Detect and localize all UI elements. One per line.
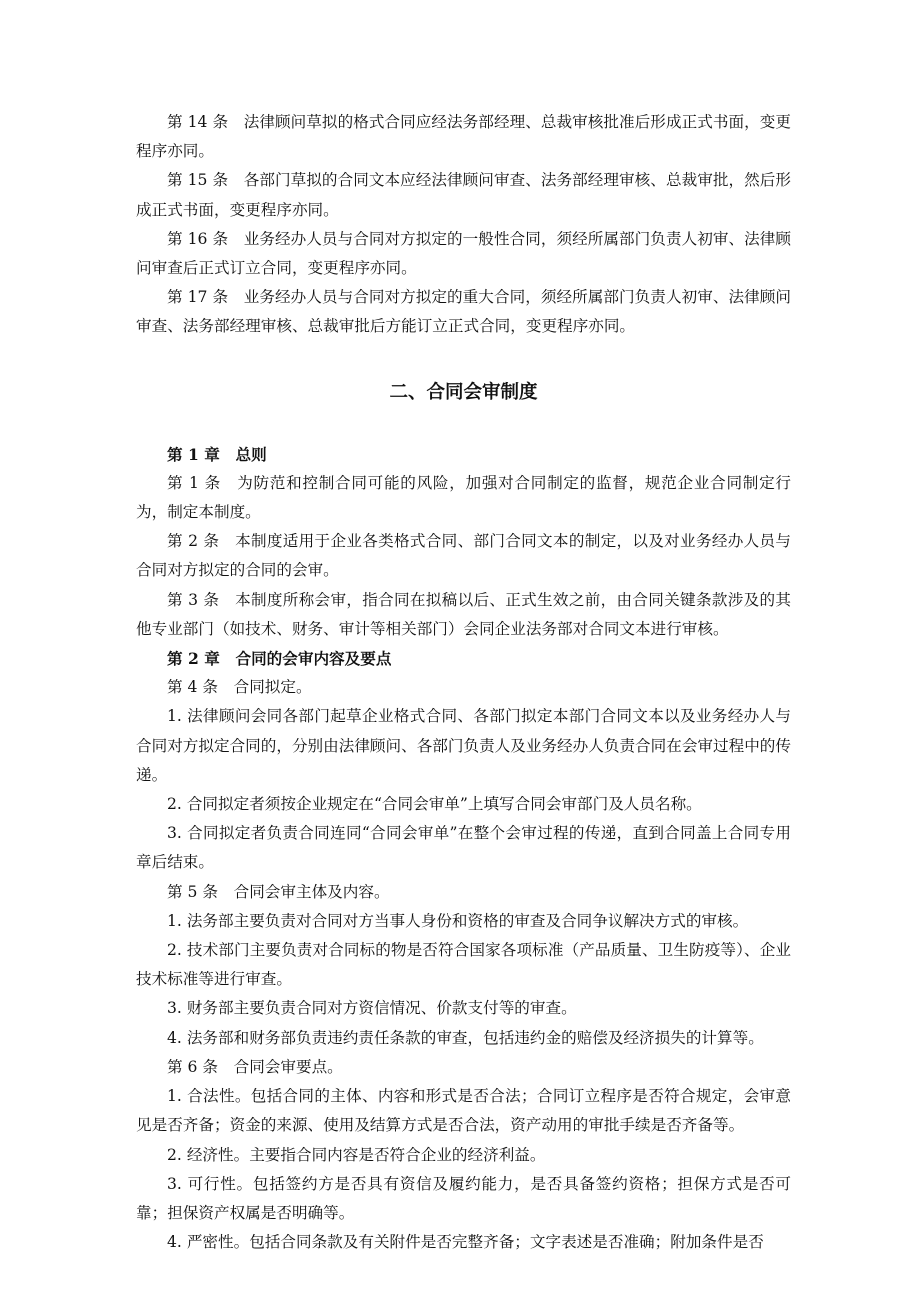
article-5-item-1: 1. 法务部主要负责对合同对方当事人身份和资格的审查及合同争议解决方式的审核。	[167, 911, 749, 930]
article-6-item-4: 4. 严密性。包括合同条款及有关附件是否完整齐备；文字表述是否准确；附加条件是否	[167, 1233, 764, 1252]
chapter1-article-1: 第 1 条 为防范和控制合同可能的风险，加强对合同制定的监督，规范企业合同制定行为，制定本制度。	[136, 473, 791, 522]
chapter1-article-3: 第 3 条 本制度所称会审，指合同在拟稿以后、正式生效之前，由合同关键条款涉及的其他专业部门（如技术、财务、审计等相关部门）会同企业法务部对合同文本进行审核。	[136, 590, 791, 638]
article-4-title: 第 4 条 合同拟定。	[167, 678, 312, 697]
article-16: 第 16 条 业务经办人员与合同对方拟定的一般性合同，须经所属部门负责人初审、法律顾问审查后正式订立合同，变更程序亦同。	[136, 229, 791, 278]
document-body	[136, 108, 791, 1257]
article-15: 第 15 条 各部门草拟的合同文本应经法律顾问审查、法务部经理审核、总裁审批，然后形成正式书面，变更程序亦同。	[136, 171, 791, 219]
article-6-item-2: 2. 经济性。主要指合同内容是否符合企业的经济利益。	[167, 1145, 546, 1164]
chapter-2-title: 第 2 章 合同的会审内容及要点	[167, 649, 392, 669]
article-5-title: 第 5 条 合同会审主体及内容。	[167, 882, 390, 901]
article-6-title: 第 6 条 合同会审要点。	[167, 1057, 343, 1076]
spacer	[136, 407, 791, 440]
spacer	[136, 342, 791, 378]
section-title: 二、合同会审制度	[389, 381, 538, 403]
article-5-item-3: 3. 财务部主要负责合同对方资信情况、价款支付等的审查。	[167, 999, 577, 1018]
article-4-item-3: 3. 合同拟定者负责合同连同“合同会审单”在整个会审过程的传递，直到合同盖上合同专用章后结束。	[136, 824, 791, 872]
article-5-item-2: 2. 技术部门主要负责对合同标的物是否符合国家各项标准（产品质量、卫生防疫等）、企业技术标准等进行审查。	[136, 941, 791, 989]
article-6-item-1: 1. 合法性。包括合同的主体、内容和形式是否合法；合同订立程序是否符合规定，会审意见是否齐备；资金的来源、使用及结算方式是否合法，资产动用的审批手续是否齐备等。	[136, 1087, 791, 1135]
article-4-item-2: 2. 合同拟定者须按企业规定在“合同会审单”上填写合同会审部门及人员名称。	[167, 795, 702, 814]
chapter-1-title: 第 1 章 总则	[167, 444, 267, 464]
article-5-item-4: 4. 法务部和财务部负责违约责任条款的审查，包括违约金的赔偿及经济损失的计算等。	[167, 1028, 764, 1047]
article-14: 第 14 条 法律顾问草拟的格式合同应经法务部经理、总裁审核批准后形成正式书面，变更程序亦同。	[136, 113, 791, 161]
chapter1-article-2: 第 2 条 本制度适用于企业各类格式合同、部门合同文本的制定，以及对业务经办人员与合同对方拟定的合同的会审。	[136, 532, 791, 580]
article-17: 第 17 条 业务经办人员与合同对方拟定的重大合同，须经所属部门负责人初审、法律顾问审查、法务部经理审核、总裁审批后方能订立正式合同，变更程序亦同。	[136, 288, 791, 336]
article-6-item-3: 3. 可行性。包括签约方是否具有资信及履约能力，是否具备签约资格；担保方式是否可靠；担保资产权属是否明确等。	[136, 1174, 791, 1222]
article-4-item-1: 1. 法律顾问会同各部门起草企业格式合同、各部门拟定本部门合同文本以及业务经办人与合同对方拟定合同的，分别由法律顾问、各部门负责人及业务经办人负责合同在会审过程中的传递。	[136, 707, 791, 784]
